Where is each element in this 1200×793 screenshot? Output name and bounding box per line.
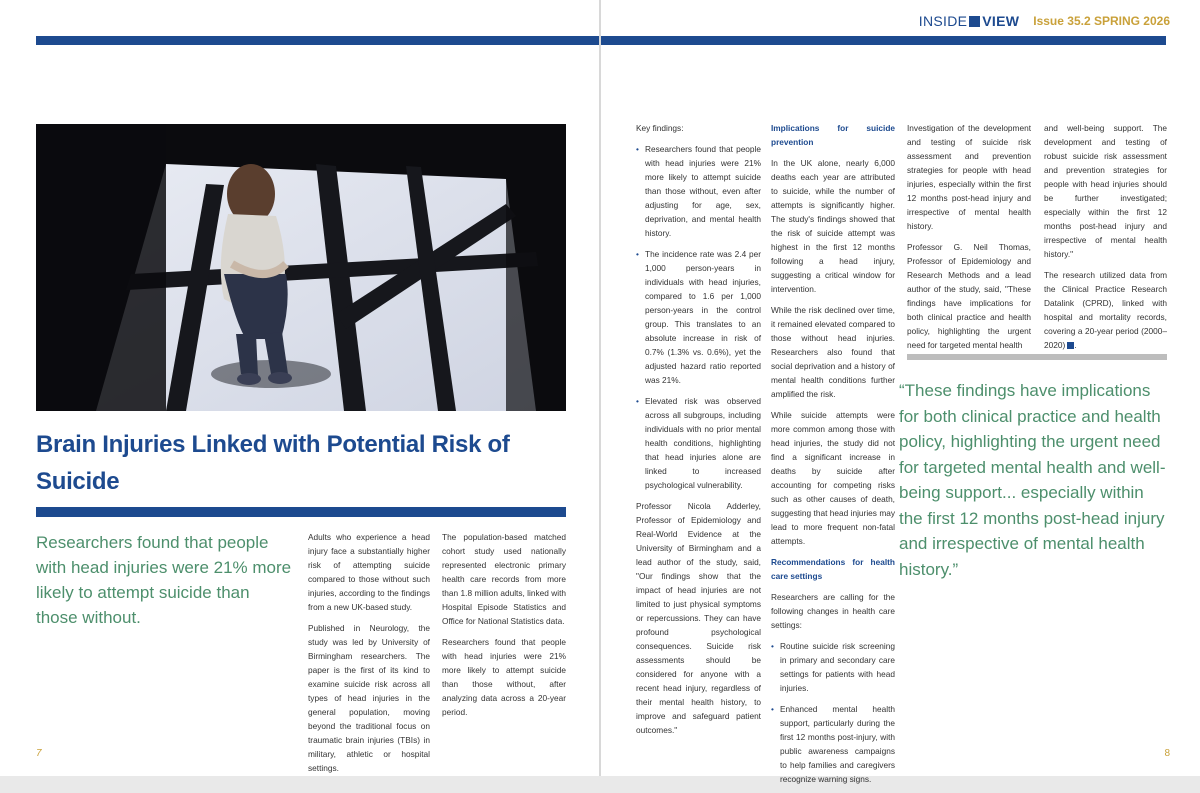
section-heading-implications: Implications for suicide prevention bbox=[771, 123, 895, 147]
end-of-article-icon bbox=[1067, 342, 1074, 349]
page-number-left: 7 bbox=[36, 748, 42, 759]
body-paragraph: While suicide attempts were more common among those with head injuries, the study did not find a significant increase in deaths by suicide after accounting for competing risks such as other causes of death, suggesting that head injuries may lead to more frequent non-fatal attempts. bbox=[771, 410, 895, 546]
left-page bbox=[0, 0, 599, 776]
body-column-6 bbox=[1044, 121, 1167, 359]
list-item: • Routine suicide risk screening in primary and secondary care settings for patients with head injuries. bbox=[771, 639, 895, 695]
page-number-right: 8 bbox=[1164, 748, 1170, 759]
pull-quote: “These findings have implications for both clinical practice and health policy, highlighting the urgent need for targeted mental health and well-being support... especially within the first 12 months post-head injury and irrespective of mental health history.” bbox=[899, 381, 1166, 579]
body-paragraph: and well-being support. The development and testing of robust suicide risk assessment and prevention strategies for people with head injuries should be further investigated; especially within the first 12 months post-head injury and irrespective of mental health history." bbox=[1044, 123, 1167, 259]
article-headline: Brain Injuries Linked with Potential Risk of Suicide bbox=[36, 431, 510, 495]
photo-illustration bbox=[36, 124, 566, 411]
body-paragraph: While the risk declined over time, it remained elevated compared to those without head injuries. Researchers also found that social deprivation and a history of mental health conditions further amplified the risk. bbox=[771, 305, 895, 399]
headline-rule bbox=[36, 507, 566, 517]
list-item: • Researchers found that people with head injuries were 21% more likely to attempt suicide than those without, even after adjusting for age, sex, deprivation, and mental health history. bbox=[636, 142, 761, 240]
brand-word-view: VIEW bbox=[982, 13, 1020, 29]
list-item: • Elevated risk was observed across all subgroups, including individuals with no prior mental health conditions, highlighting that head injuries alone are linked to increased psychological vulnerability. bbox=[636, 394, 761, 492]
top-accent-bar bbox=[601, 36, 1166, 45]
body-column-4 bbox=[771, 121, 895, 793]
standfirst: Researchers found that people with head injuries were 21% more likely to attempt suicide than those without. bbox=[36, 533, 292, 627]
brand-logo bbox=[919, 13, 1019, 29]
key-findings-label: Key findings: bbox=[636, 123, 684, 133]
body-column-1 bbox=[308, 530, 430, 782]
section-heading-recommendations: Recommendations for health care settings bbox=[771, 557, 895, 581]
final-paragraph-text: The research utilized data from the Clinical Practice Research Datalink (CPRD), linked with hospital and mortality records, covering a 20-year period (2000–2020) bbox=[1044, 270, 1167, 350]
pullquote-rule bbox=[907, 354, 1167, 360]
issue-label: Issue 35.2 SPRING 2026 bbox=[1033, 14, 1170, 28]
body-column-2 bbox=[442, 530, 566, 726]
key-findings-list bbox=[636, 142, 761, 492]
body-paragraph: Adults who experience a head injury face a substantially higher risk of attempting suicide compared to those without such injuries, according to the findings from a new UK-based study. bbox=[308, 532, 430, 612]
body-paragraph: Professor Nicola Adderley, Professor of Epidemiology and Real-World Evidence at the University of Birmingham and a lead author of the study, said, "Our findings show that the impact of head injuries are not limited to just physical symptoms or repercussions. They can have profound psychological consequences. Suicide risk assessments should be considered for anyone with a recent head injury, regardless of their mental health history, to improve and safeguard patient outcomes." bbox=[636, 501, 761, 735]
body-paragraph: Professor G. Neil Thomas, Professor of Epidemiology and Research Methods and a lead author of the study, said, "These findings have implications for both clinical practice and health policy, highlighting the urgent need for targeted mental health bbox=[907, 242, 1031, 350]
body-paragraph: Researchers found that people with head injuries were 21% more likely to attempt suicide than those without, after analyzing data across a 20-year period. bbox=[442, 637, 566, 717]
person-sitting-in-shadow-photo bbox=[36, 124, 566, 411]
list-item: • The incidence rate was 2.4 per 1,000 person-years in individuals with head injuries, compared to 1.6 per 1,000 person-years in the control group. This translates to an absolute increase in risk of 0.7% (1.3% vs. 0.6%), yet the adjusted hazard ratio reported was 21%. bbox=[636, 247, 761, 387]
top-accent-bar bbox=[36, 36, 599, 45]
body-column-5 bbox=[907, 121, 1031, 359]
body-paragraph: Researchers are calling for the following changes in health care settings: bbox=[771, 592, 895, 630]
brand-square-icon bbox=[969, 16, 980, 27]
brand-word-inside: INSIDE bbox=[918, 13, 968, 29]
list-item: • Enhanced mental health support, particularly during the first 12 months post-injury, with public awareness campaigns to help families and caregivers recognize warning signs. bbox=[771, 702, 895, 786]
body-column-3 bbox=[636, 121, 761, 744]
body-paragraph: Investigation of the development and testing of suicide risk assessment and prevention strategies for people with head injuries, especially within the first 12 months post-head injury and irrespective of mental health history. bbox=[907, 123, 1031, 231]
body-paragraph-final: The research utilized data from the Clinical Practice Research Datalink (CPRD), linked with hospital and mortality records, covering a 20-year period (2000–2020) . bbox=[1044, 270, 1167, 350]
masthead bbox=[919, 13, 1170, 29]
right-page bbox=[601, 0, 1200, 784]
body-paragraph: Published in Neurology, the study was led by University of Birmingham researchers. The paper is the first of its kind to examine suicide risk across all types of head injuries in the general population, moving beyond the traditional focus on traumatic brain injuries (TBIs) in military, athletic or hospital settings. bbox=[308, 623, 430, 773]
body-paragraph: The population-based matched cohort study used nationally represented electronic primary health care records from more than 1.8 million adults, linked with Hospital Episode Statistics and Office for National Statistics data. bbox=[442, 532, 566, 626]
body-paragraph: In the UK alone, nearly 6,000 deaths each year are attributed to suicide, while the number of attempts is significantly higher. The study's findings showed that the risk of suicide attempt was highest in the first 12 months following a head injury, suggesting a critical window for intervention. bbox=[771, 158, 895, 294]
recommendations-list bbox=[771, 639, 895, 786]
